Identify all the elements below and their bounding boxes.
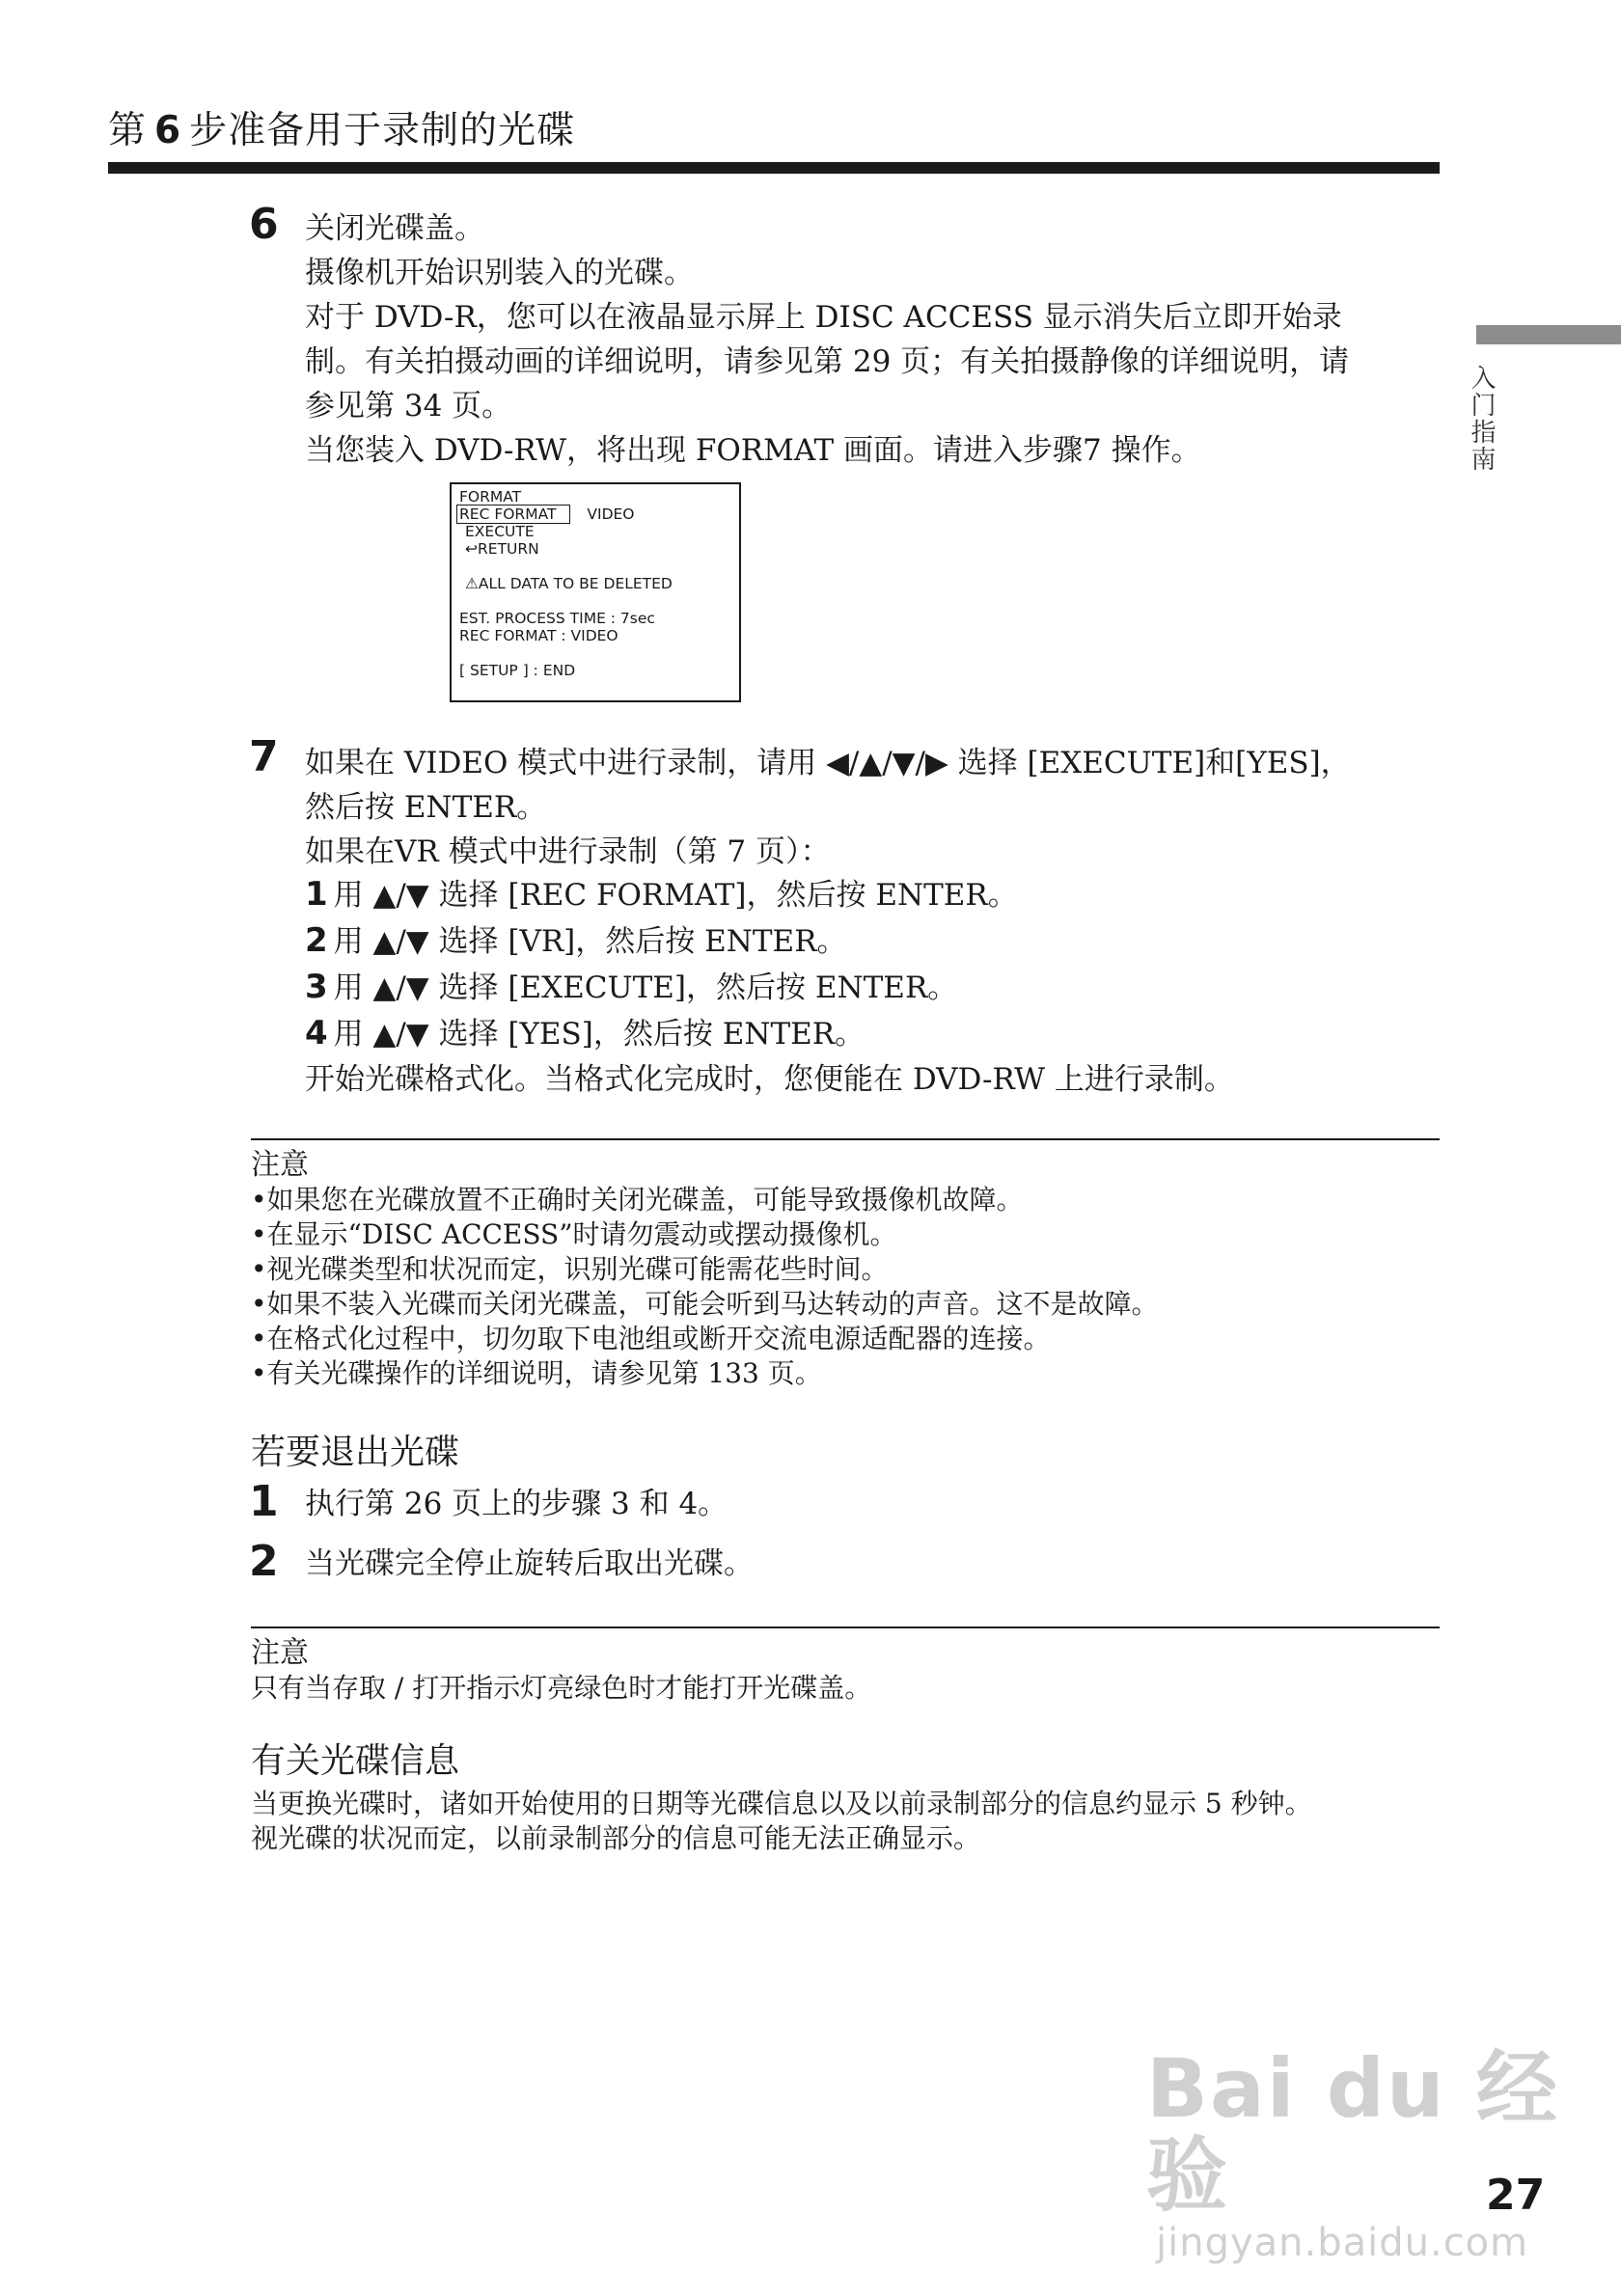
substep-row [305,1011,1234,1057]
return-arrow-icon: ↩ [465,540,478,558]
header-rule [108,162,1440,174]
disc-info-line: 视光碟的状况而定，以前录制部分的信息可能无法正确显示。 [251,1822,981,1854]
screen-warning-row [465,575,673,592]
step-6-number: 6 [249,200,279,249]
substep-text: 用 ▲/▼ 选择 [YES]，然后按 ENTER。 [333,1017,865,1052]
step-6-line: 参见第 34 页。 [305,389,512,424]
page-header-title [108,100,575,154]
baidu-watermark [1146,2041,1621,2267]
screen-rec-format-row [459,506,635,523]
step-6-text [305,206,1349,473]
step-6-line: 对于 DVD-R，您可以在液晶显示屏上 DISC ACCESS 显示消失后立即开始录 [305,300,1342,335]
disc-info-heading: 有关光碟信息 [251,1741,460,1781]
header-title-prefix: 第 [108,109,148,152]
step-7-text [305,741,1351,874]
substep-text: 用 ▲/▼ 选择 [VR]，然后按 ENTER。 [333,924,847,959]
note-item: •视光碟类型和状况而定，识别光碟可能需花些时间。 [251,1253,889,1285]
side-tab-marker [1476,325,1621,344]
eject-step-text: 执行第 26 页上的步骤 3 和 4。 [305,1487,728,1521]
notes-heading: 注意 [251,1636,309,1670]
notes-list [251,1183,1159,1391]
step-7-number: 7 [249,732,279,781]
substep-number: 2 [305,921,328,960]
note-text: 只有当存取 / 打开指示灯亮绿色时才能打开光碟盖。 [251,1672,872,1704]
step-7-line: 如果在VR 模式中进行录制（第 7 页）： [305,834,831,869]
notes-divider [251,1626,1440,1628]
notes-heading: 注意 [251,1148,309,1182]
eject-step-number: 2 [249,1537,279,1586]
screen-return-item: RETURN [478,540,539,558]
substep-number: 1 [305,875,328,914]
disc-info-line: 当更换光碟时，诸如开始使用的日期等光碟信息以及以前录制部分的信息约显示 5 秒钟。 [251,1788,1312,1819]
step-6-line: 摄像机开始识别装入的光碟。 [305,256,694,290]
substep-number: 4 [305,1014,328,1052]
note-item: •如果不装入光碟而关闭光碟盖，可能会听到马达转动的声音。这不是故障。 [251,1288,1159,1320]
screen-rec-format-value: REC FORMAT : VIDEO [459,627,618,644]
watermark-logo: Bai du 经验 [1146,2041,1559,2223]
format-screen-illustration [450,482,741,702]
eject-step-number: 1 [249,1477,279,1526]
step-7-result: 开始光碟格式化。当格式化完成时，您便能在 DVD-RW 上进行录制。 [305,1062,1234,1097]
eject-step-text: 当光碟完全停止旋转后取出光碟。 [305,1546,754,1581]
header-step-number: 6 [154,109,182,152]
step-6-line: 制。有关拍摄动画的详细说明，请参见第 29 页；有关拍摄静像的详细说明，请 [305,344,1350,379]
note-item: •有关光碟操作的详细说明，请参见第 133 页。 [251,1357,822,1389]
screen-est-time: EST. PROCESS TIME : 7sec [459,610,655,627]
note-item: •在格式化过程中，切勿取下电池组或断开交流电源适配器的连接。 [251,1323,1051,1354]
warning-icon: ⚠ [465,575,479,592]
note-item: •如果您在光碟放置不正确时关闭光碟盖，可能导致摄像机故障。 [251,1184,1024,1216]
page-number: 27 [1486,2171,1546,2220]
screen-video-option: VIDEO [587,506,635,523]
watermark-url: jingyan.baidu.com [1156,2221,1529,2265]
step-6-line: 关闭光碟盖。 [305,211,484,246]
screen-warning-text: ALL DATA TO BE DELETED [478,575,673,592]
step-7-line: 如果在 VIDEO 模式中进行录制，请用 ◀/▲/▼/▶ 选择 [EXECUTE]和[YES]， [305,746,1351,780]
screen-rec-format-item: REC FORMAT [456,505,570,524]
eject-heading: 若要退出光碟 [251,1433,460,1472]
screen-execute-item: EXECUTE [465,523,535,540]
step-6-line: 当您装入 DVD-RW，将出现 FORMAT 画面。请进入步骤7 操作。 [305,433,1201,468]
screen-title: FORMAT [459,488,522,506]
header-title-suffix: 步准备用于录制的光碟 [189,109,576,152]
screen-return-row [465,540,539,558]
step-7-substeps [305,872,1234,1103]
substep-row [305,965,1234,1011]
disc-info-text [251,1787,1312,1856]
substep-text: 用 ▲/▼ 选择 [EXECUTE]，然后按 ENTER。 [333,970,958,1005]
substep-row [305,918,1234,965]
substep-text: 用 ▲/▼ 选择 [REC FORMAT]，然后按 ENTER。 [333,878,1018,913]
substep-number: 3 [305,968,328,1006]
side-tab-label: 入门指南 [1467,365,1496,473]
step-7-line: 然后按 ENTER。 [305,790,547,825]
note-item: •在显示“DISC ACCESS”时请勿震动或摆动摄像机。 [251,1218,897,1250]
notes-divider [251,1138,1440,1140]
substep-row [305,872,1234,918]
screen-setup-end: [ SETUP ] : END [459,662,576,679]
